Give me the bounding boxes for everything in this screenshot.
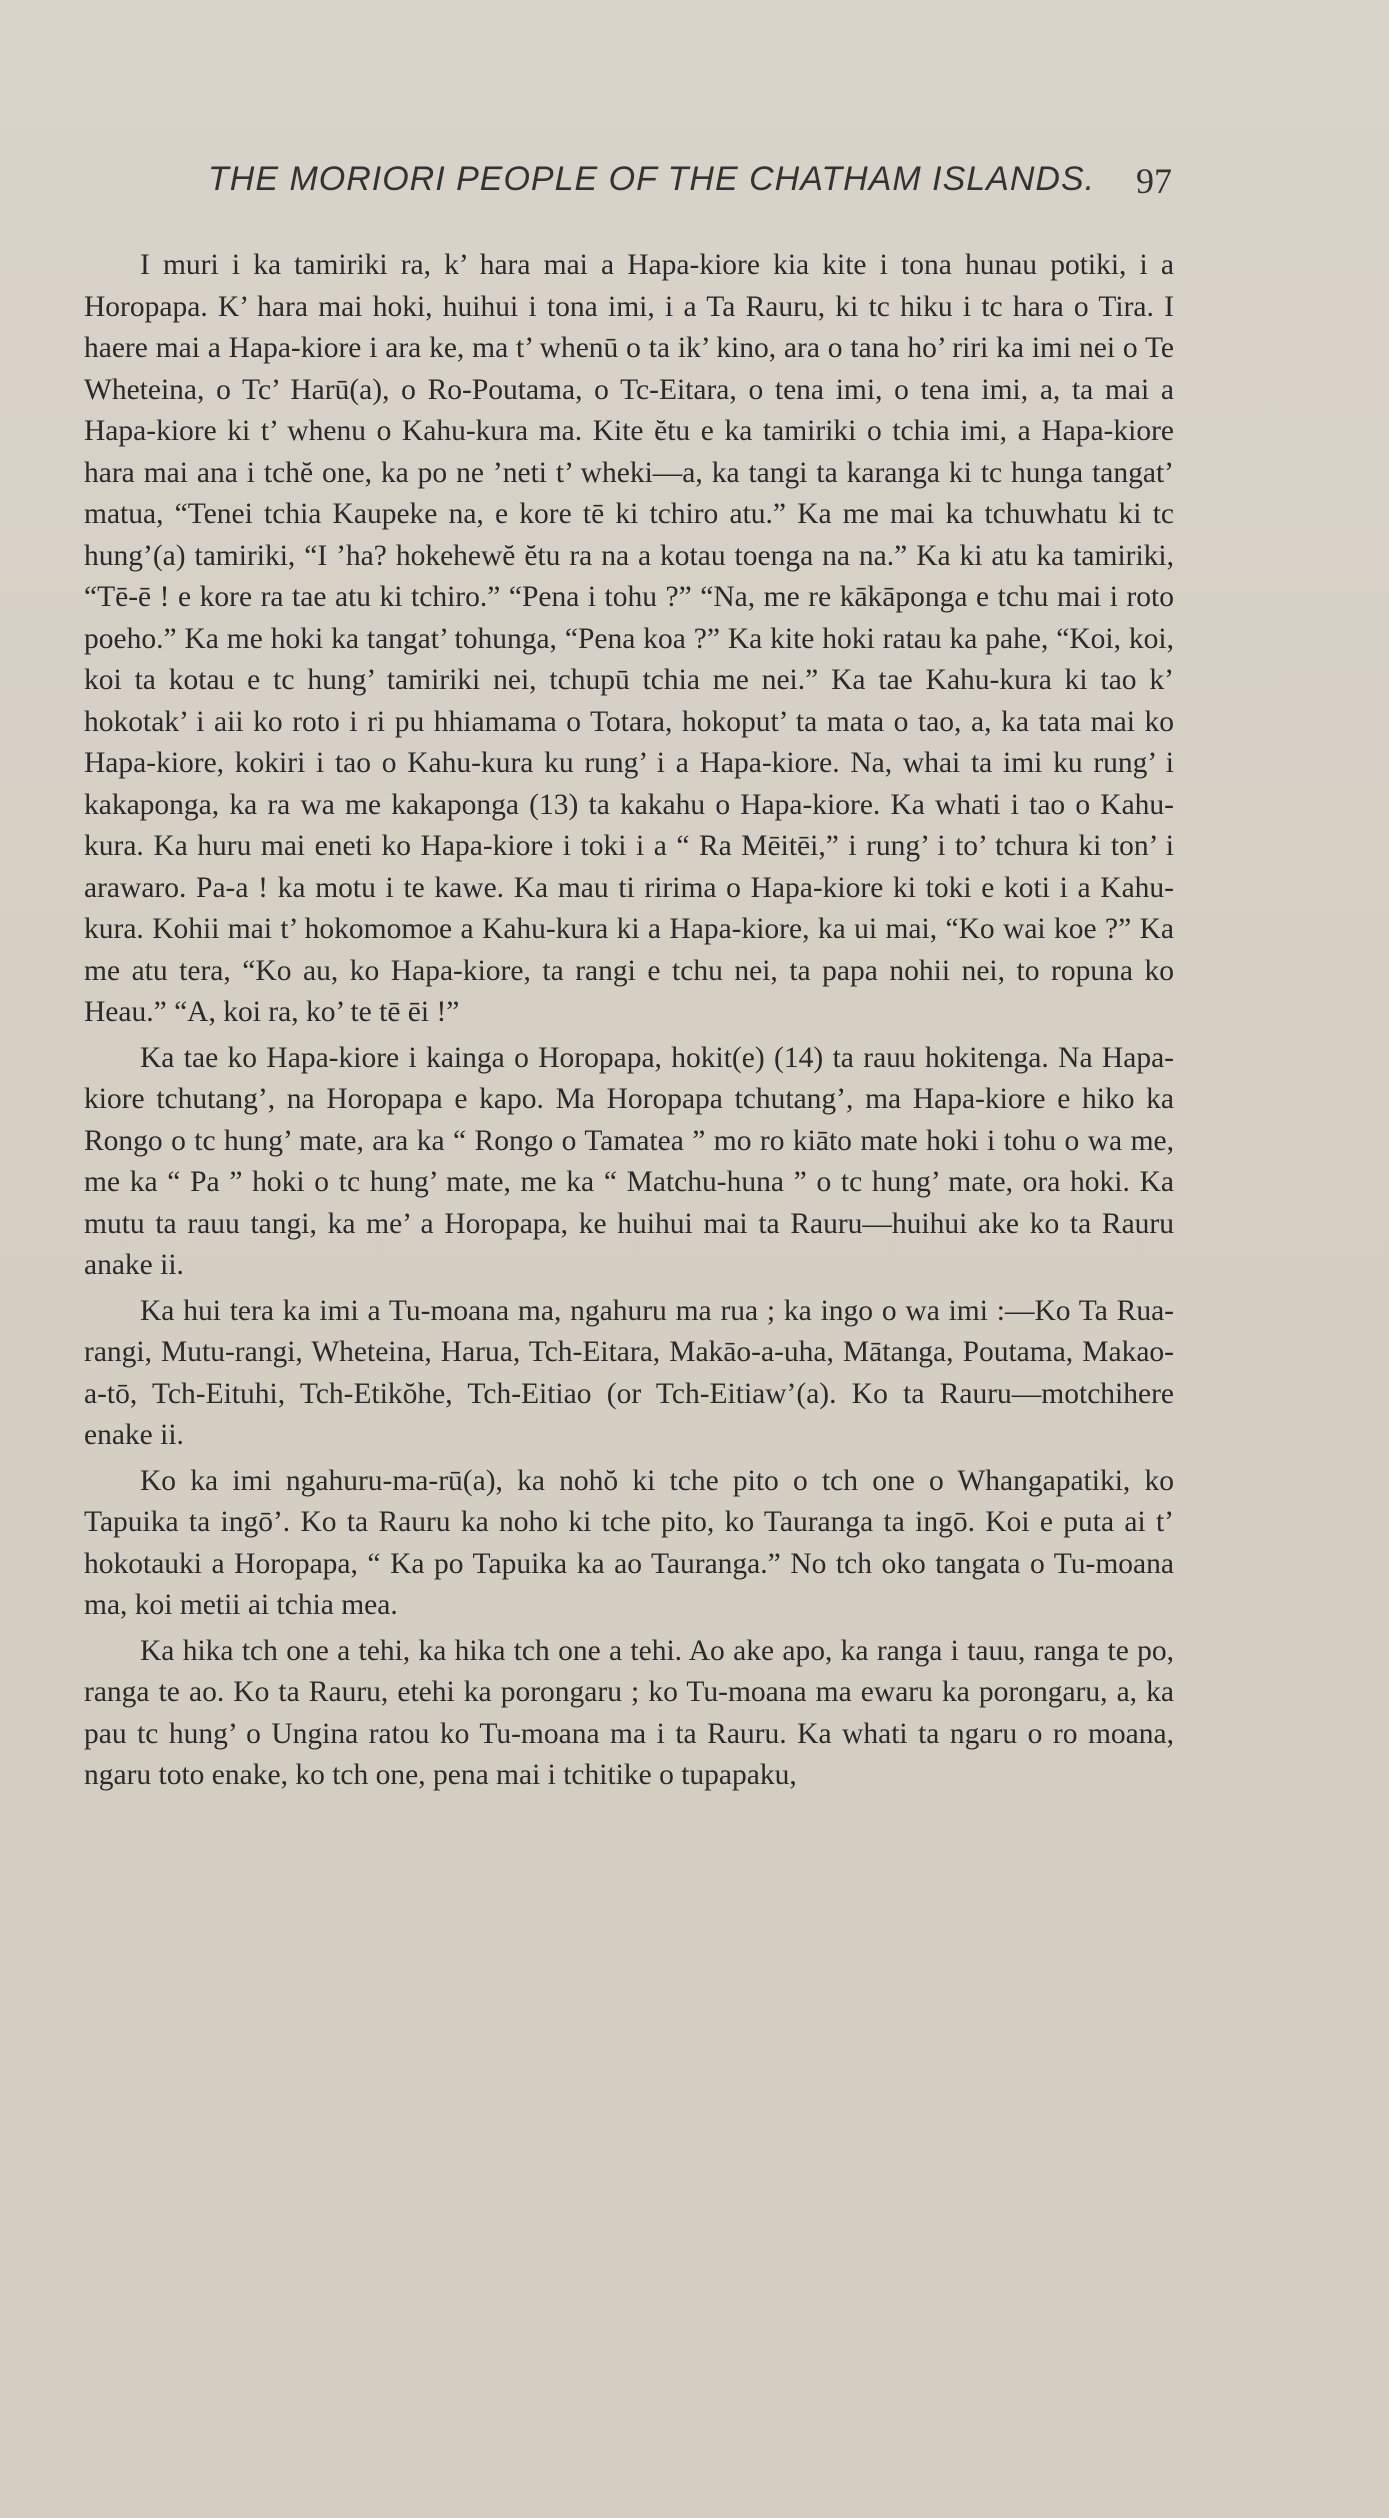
paragraph-4: Ko ka imi ngahuru-ma-rū(a), ka nohŏ ki tche pito o tch one o Whangapatiki, ko Tapuika ta ingō’. Ko ta Rauru ka noho ki tche pito, ko Tauranga ta ingō. Koi e puta ai t’ hokotauki a Horopapa, “ Ka po Tapuika ka ao Tauranga.” No tch oko tangata o Tu-moana ma, koi metii ai tchia mea. (84, 1464, 1174, 1621)
paragraph-1: I muri i ka tamiriki ra, k’ hara mai a Hapa-kiore kia kite i tona hunau potiki, i a Horopapa. K’ hara mai hoki, huihui i tona imi, i a Ta Rauru, ki tc hiku i tc hara o Tira. I haere mai a Hapa-kiore i ara ke, ma t’ whenū o ta ik’ kino, ara o tana ho’ riri ka imi nei o Te Wheteina, o Tc’ Harū(a), o Ro-Poutama, o Tc-Eitara, o tena imi, o tena imi, a, ta mai a Hapa-kiore ki t’ whenu o Kahu-kura ma. Kite ĕtu e ka tamiriki o tchia imi, a Hapa-kiore hara mai ana i tchĕ one, ka po ne ’neti t’ wheki—a, ka tangi ta karanga ki tc hunga tangat’ matua, “Tenei tchia Kaupeke na, e kore tē ki tchiro atu.” Ka me mai ka tchuwhatu ki tc hung’(a) tamiriki, “I ’ha? hokehewĕ ĕtu ra na a kotau toenga na na.” Ka ki atu ka tamiriki, “Tē-ē ! e kore ra tae atu ki tchiro.” “Pena i tohu ?” “Na, me re kākāponga e tchu mai i roto poeho.” Ka me hoki ka tangat’ tohunga, “Pena koa ?” Ka kite hoki ratau ka pahe, “Koi, koi, koi ta kotau e tc hung’ tamiriki nei, tchupū tchia me nei.” Ka tae Kahu-kura ki tao k’ hokotak’ i aii ko roto i ri pu hhiamama o Totara, hokoput’ ta mata o tao, a, ka tata mai ko Hapa-kiore, kokiri i tao o Kahu-kura ku rung’ i a Hapa-kiore. Na, whai ta imi ku rung’ i kakaponga, ka ra wa me kakaponga (13) ta kakahu o Hapa-kiore. Ka whati i tao o Kahu-kura. Ka huru mai eneti ko Hapa-kiore i toki i a “ Ra Mēitēi,” i rung’ i to’ tchura ki ton’ i arawaro. Pa-a ! ka motu i te kawe. Ka mau ti ririma o Hapa-kiore ki toki e koti i a Kahu-kura. Kohii mai t’ hokomomoe a Kahu-kura ki a Hapa-kiore, ka ui mai, “Ko wai koe ?” Ka me atu tera, “Ko au, ko Hapa-kiore, ta rangi e tchu nei, ta papa nohii nei, to ropuna ko Heau.” “A, koi ra, ko’ te tē ēi !” (84, 249, 1174, 1028)
running-title: THE MORIORI PEOPLE OF THE CHATHAM ISLANDS. (208, 160, 1096, 198)
paragraph-2: Ka tae ko Hapa-kiore i kainga o Horopapa, hokit(e) (14) ta rauu hokitenga. Na Hapa-kiore tchutang’, na Horopapa e kapo. Ma Horopapa tchutang’, ma Hapa-kiore e hiko ka Rongo o tc hung’ mate, ara ka “ Rongo o Tamatea ” mo ro kiāto mate hoki i tohu o wa me, me ka “ Pa ” hoki o tc hung’ mate, me ka “ Matchu-huna ” o tc hung’ mate, ora hoki. Ka mutu ta rauu tangi, ka me’ a Horopapa, ke huihui mai ta Rauru—huihui ake ko ta Rauru anake ii. (84, 1041, 1174, 1281)
paragraph-3: Ka hui tera ka imi a Tu-moana ma, ngahuru ma rua ; ka ingo o wa imi :—Ko Ta Rua-rangi, Mutu-rangi, Wheteina, Harua, Tch-Eitara, Makāo-a-uha, Mātanga, Poutama, Makao-a-tō, Tch-Eituhi, Tch-Etikŏhe, Tch-Eitiao (or Tch-Eitiaw’(a). Ko ta Rauru—motchihere enake ii. (84, 1294, 1174, 1451)
running-head (208, 160, 1172, 210)
body-text (84, 245, 1174, 1801)
page-number: 97 (1136, 161, 1172, 201)
paragraph-5: Ka hika tch one a tehi, ka hika tch one a tehi. Ao ake apo, ka ranga i tauu, ranga te po, ranga te ao. Ko ta Rauru, etehi ka porongaru ; ko Tu-moana ma ewaru ka porongaru, a, ka pau tc hung’ o Ungina ratou ko Tu-moana ma i ta Rauru. Ka whati ta ngaru o ro moana, ngaru toto enake, ko tch one, pena mai i tchitike o tupapaku, (84, 1634, 1174, 1791)
